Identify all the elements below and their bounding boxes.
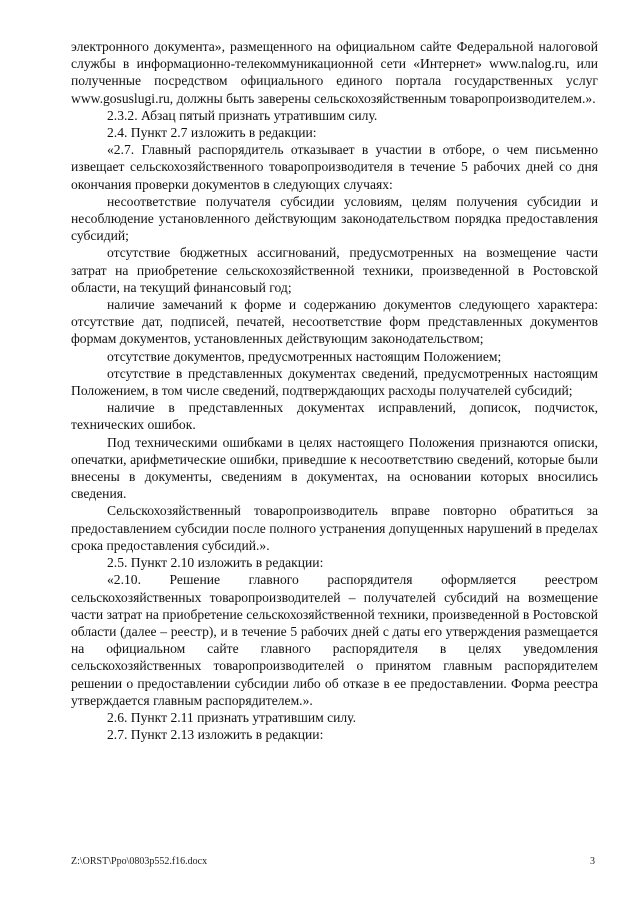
paragraph: «2.7. Главный распорядитель отказывает в участии в отборе, о чем письменно извещает сельскохозяйственного товаропроизводителя в течение 5 рабочих дней со дня окончания проверки документов в следующих случаях: [71,142,598,192]
footer-file-path: Z:\ORST\Ppo\0803p552.f16.docx [71,856,208,867]
paragraph: 2.6. Пункт 2.11 признать утратившим силу. [107,709,357,725]
paragraph: наличие замечаний к форме и содержанию документов следующего характера: отсутствие дат, подписей, печатей, несоответствие форм представленных документов формам документов, установленных действующим законодательством; [71,297,598,347]
paragraph: «2.10. Решение главного распорядителя оформляется реестром сельскохозяйственных товаропроизводителей – получателей субсидий на возмещение части затрат на приобретение сельскохозяйственной техники, произведенной в Ростовской области (далее – реестр), и в течение 5 рабочих дней с даты его утверждения размещается на официальном сайте главного распорядителя в целях уведомления сельскохозяйственных товаропроизводителей о принятом главным распорядителем решении о предоставлении субсидии либо об отказе в ее предоставлении. Форма реестра утверждается главным распорядителем.». [71,572,598,708]
paragraph: 2.7. Пункт 2.13 изложить в редакции: [107,727,324,743]
paragraph: Сельскохозяйственный товаропроизводитель вправе повторно обратиться за предоставлением субсидии после полного устранения допущенных нарушений в пределах срока предоставления субсидий.». [71,503,598,553]
footer-page-number: 3 [590,856,595,867]
paragraph: несоответствие получателя субсидии условиям, целям получения субсидии и несоблюдение установленного действующим законодательством порядка предоставления субсидий; [71,193,598,244]
paragraph: отсутствие бюджетных ассигнований, предусмотренных на возмещение части затрат на приобретение сельскохозяйственной техники, произведенной в Ростовской области, на текущий финансовый год; [71,245,598,295]
paragraph: 2.5. Пункт 2.10 изложить в редакции: [107,555,324,571]
paragraph: отсутствие документов, предусмотренных настоящим Положением; [107,348,502,364]
paragraph: отсутствие в представленных документах сведений, предусмотренных настоящим Положением, в том числе сведений, подтверждающих расходы получателей субсидий; [71,365,598,399]
paragraph: наличие в представленных документах исправлений, дописок, подчисток, технических ошибок. [71,400,598,433]
paragraph-continuation: электронного документа», размещенного на официальном сайте Федеральной налоговой службы в информационно-телекоммуникационной сети «Интернет» www.nalog.ru, или полученные посредством официального единого портала государственных услуг www.gosuslugi.ru, должны быть заверены сельскохозяйственным товаропроизводителем.». [71,39,598,106]
paragraph: 2.4. Пункт 2.7 изложить в редакции: [107,125,317,141]
paragraph: 2.3.2. Абзац пятый признать утратившим силу. [107,107,378,123]
document-body [71,38,598,743]
paragraph: Под техническими ошибками в целях настоящего Положения признаются описки, опечатки, арифметические ошибки, приведшие к несоответствию сведений, которые были внесены в документы, сведениям в документах, на основании которых вносились сведения. [71,434,598,502]
